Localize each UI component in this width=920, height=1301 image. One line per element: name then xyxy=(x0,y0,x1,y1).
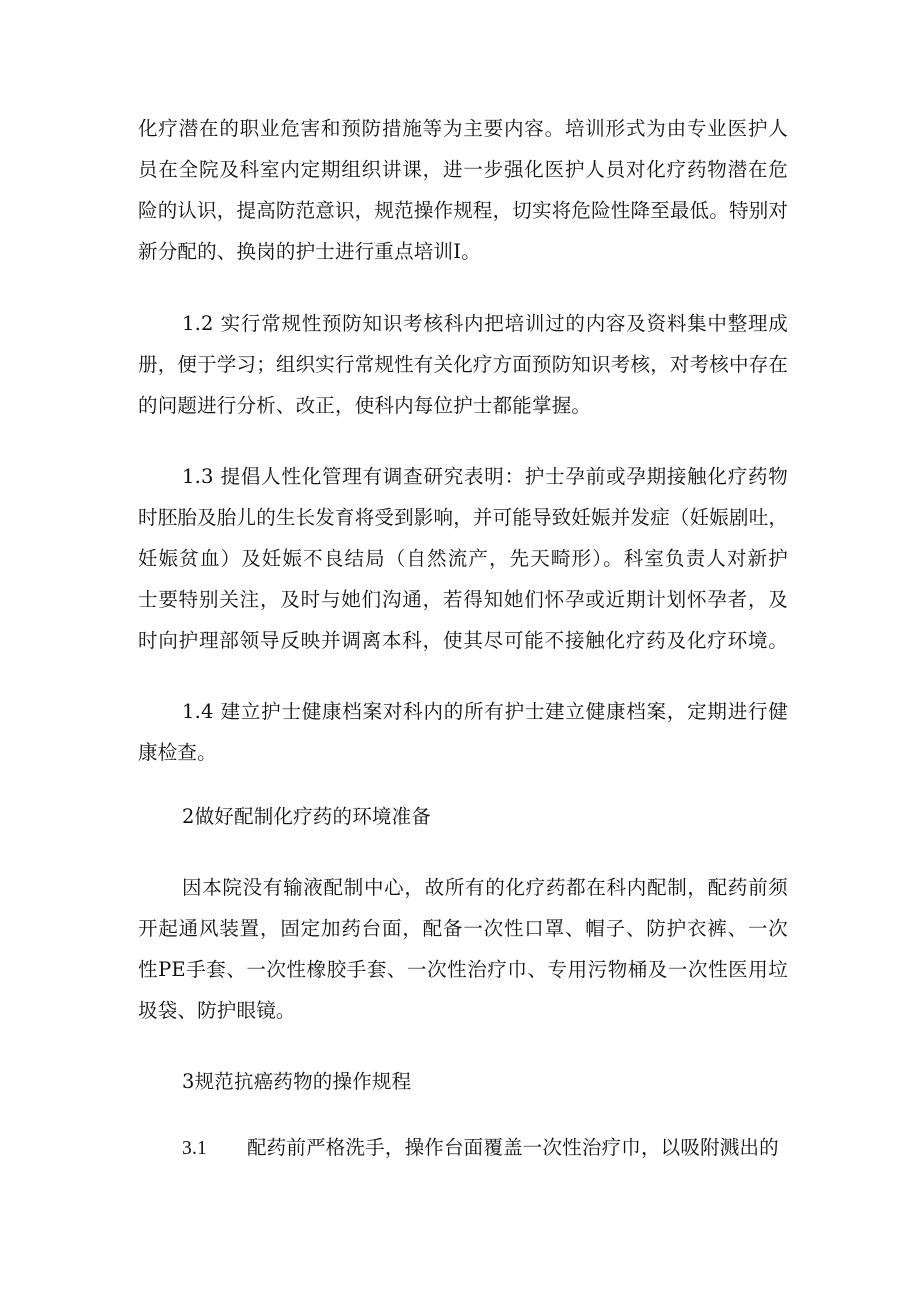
paragraph-line: 时胚胎及胎儿的生长发育将受到影响，并可能导致妊娠并发症（妊娠剧吐， xyxy=(138,506,789,529)
paragraph-line: 性PE手套、一次性橡胶手套、一次性治疗巾、专用污物桶及一次性医用垃 xyxy=(138,958,788,981)
section-1-4-heading-line: 1.4 建立护士健康档案对科内的所有护士建立健康档案，定期进行健 xyxy=(182,700,788,723)
section-3-heading: 3规范抗癌药物的操作规程 xyxy=(182,1070,412,1093)
paragraph-line: 妊娠贫血）及妊娠不良结局（自然流产，先天畸形）。科室负责人对新护 xyxy=(138,547,788,570)
section-3-1-number: 3.1 xyxy=(182,1138,207,1159)
section-1-3-heading-line: 1.3 提倡人性化管理有调查研究表明：护士孕前或孕期接触化疗药物 xyxy=(182,465,788,488)
paragraph-line: 因本院没有输液配制中心，故所有的化疗药都在科内配制，配药前须 xyxy=(182,876,788,899)
paragraph-line: 的问题进行分析、改正，使科内每位护士都能掌握。 xyxy=(138,394,592,417)
paragraph-line: 开起通风装置，固定加药台面，配备一次性口罩、帽子、防护衣裤、一次 xyxy=(138,917,788,940)
section-3-1-text: 配药前严格洗手，操作台面覆盖一次性治疗巾，以吸附溅出的 xyxy=(246,1136,779,1159)
paragraph-line: 新分配的、换岗的护士进行重点培训I。 xyxy=(138,240,481,263)
paragraph-line: 康检查。 xyxy=(138,741,217,764)
paragraph-line: 员在全院及科室内定期组织讲课，进一步强化医护人员对化疗药物潜在危 xyxy=(138,158,788,181)
paragraph-line: 化疗潜在的职业危害和预防措施等为主要内容。培训形式为由专业医护人 xyxy=(138,117,788,140)
section-3-1-line xyxy=(182,1133,788,1163)
paragraph-line: 圾袋、防护眼镜。 xyxy=(138,999,296,1022)
paragraph-line: 册，便于学习；组织实行常规性有关化疗方面预防知识考核，对考核中存在 xyxy=(138,353,789,376)
paragraph-line: 时向护理部领导反映并调离本科，使其尽可能不接触化疗药及化疗环境。 xyxy=(138,629,788,652)
paragraph-line: 险的认识，提高防范意识，规范操作规程，切实将危险性降至最低。特别对 xyxy=(138,199,789,222)
section-2-heading: 2做好配制化疗药的环境准备 xyxy=(182,805,432,828)
section-1-2-heading-line: 1.2 实行常规性预防知识考核科内把培训过的内容及资料集中整理成 xyxy=(182,312,788,335)
paragraph-line: 士要特别关注，及时与她们沟通，若得知她们怀孕或近期计划怀孕者，及 xyxy=(138,588,788,611)
